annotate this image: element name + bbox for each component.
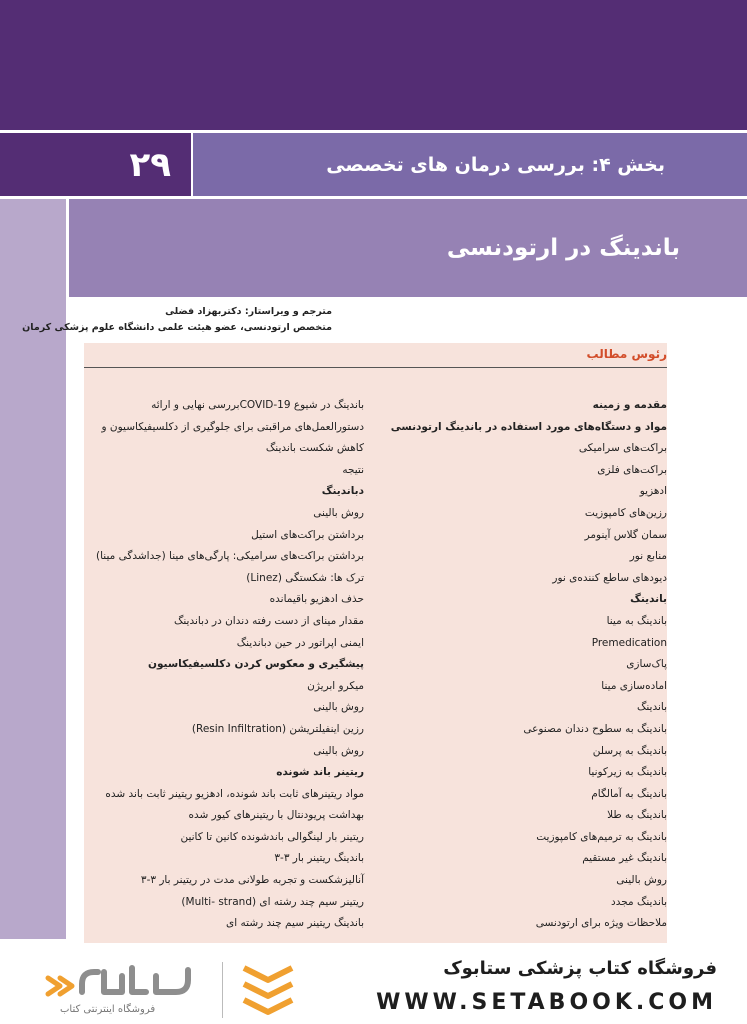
toc-item: باندینگ ریتینر بار ۳-۳ xyxy=(274,852,364,865)
toc-item: سمان گلاس آینومر xyxy=(584,528,667,541)
page-number: ۲۹ xyxy=(129,144,171,185)
toc-item: براکت‌های سرامیکی xyxy=(578,442,667,455)
store-logo-wordmark xyxy=(38,962,213,1008)
toc-item: ایمنی اپراتور در حین دباندینگ xyxy=(236,636,364,649)
toc-item: برداشتن براکت‌های استیل xyxy=(251,528,364,541)
toc-item: باندینگ ریتینر سیم چند رشته ای xyxy=(226,917,364,930)
store-logo-icon xyxy=(238,962,298,1020)
toc-item: رزین‌های کامپوزیت xyxy=(584,506,667,519)
translator-affiliation: متخصص ارتودنسی، عضو هیئت علمی دانشگاه علوم پزشکی کرمان xyxy=(22,322,332,333)
translator-name: مترجم و ویراستار: دکتربهزاد فضلی xyxy=(165,306,332,317)
toc-item: باندینگ مجدد xyxy=(611,895,667,908)
page-number-box xyxy=(0,133,191,196)
toc-item: دیودهای ساطع کننده‌ی نور xyxy=(552,571,667,584)
toc-item: دباندینگ xyxy=(321,485,364,498)
toc-item: مقدار مینای از دست رفته دندان در دباندینگ xyxy=(173,614,364,627)
toc-item: باندینگ به طلا xyxy=(607,809,667,822)
top-banner xyxy=(0,0,747,130)
toc-item: نتیجه xyxy=(342,463,364,476)
logo-divider xyxy=(222,962,223,1018)
toc-item: منابع نور xyxy=(629,550,667,563)
toc-item: باندینگ غیر مستقیم xyxy=(582,852,667,865)
toc-item: ادهزیو xyxy=(639,485,667,498)
store-logo-subtitle: فروشگاه اینترنتی کتاب xyxy=(60,1004,156,1015)
toc-item: Premedication xyxy=(591,636,667,649)
store-url-link[interactable]: WWW.SETABOOK.COM xyxy=(376,990,717,1015)
chapter-title: باندینگ در ارتودنسی xyxy=(446,235,680,261)
toc-item: روش بالینی xyxy=(616,874,667,887)
toc-item: باندینگ به مینا xyxy=(606,614,667,627)
toc-item: باندینگ به ترمیم‌های کامپوزیت xyxy=(536,830,667,843)
toc-item: اماده‌سازی مینا xyxy=(601,679,667,692)
toc-item: مواد و دستگاه‌های مورد استفاده در باندینگ ارتودنسی xyxy=(390,420,667,433)
chapter-bar xyxy=(69,199,747,297)
toc-item: بهداشت پریودنتال با ریتینرهای کیور شده xyxy=(188,809,364,822)
toc-item: پیشگیری و معکوس کردن دکلسیفیکاسیون xyxy=(147,658,364,671)
toc-item: مواد ریتینرهای ثابت باند شونده، ادهزیو ریتینر ثابت باند شده xyxy=(105,787,364,800)
toc-item: ریتینر بار لینگوالی باندشونده کانین تا کانین xyxy=(180,830,364,843)
toc-item: باندینگ در شیوع COVID-19بررسی نهایی و ارائه xyxy=(151,399,364,411)
toc-item: باندینگ به پرسلن xyxy=(592,744,667,757)
toc-item: پاک‌سازی xyxy=(626,658,667,671)
toc-item: کاهش شکست باندینگ xyxy=(265,442,364,455)
toc-item: روش بالینی xyxy=(313,506,364,519)
section-bar xyxy=(193,133,747,196)
toc-item: ریتینر باند شونده xyxy=(276,766,364,779)
toc-item: دستورالعمل‌های مراقبتی برای جلوگیری از دکلسیفیکاسیون و xyxy=(101,420,364,433)
store-name: فروشگاه کتاب پزشکی ستابوک xyxy=(443,958,717,979)
toc-right-column xyxy=(387,395,667,935)
toc-item: رزین اینفیلتریشن (Resin Infiltration) xyxy=(191,722,364,735)
toc-item: باندینگ به زیرکونیا xyxy=(588,766,667,779)
toc-item: ریتینر سیم چند رشته ای (Multi- strand) xyxy=(181,895,364,908)
toc-item: آنالیزشکست و تجربه طولانی مدت در ریتینر بار ۳-۳ xyxy=(140,874,364,887)
toc-item: میکرو ابریژن xyxy=(307,679,364,692)
toc-left-column xyxy=(79,395,364,935)
toc-item: باندینگ xyxy=(630,593,667,606)
toc-item: روش بالینی xyxy=(313,744,364,757)
toc-item: ترک ها: شکستگی (Linez) xyxy=(246,571,364,584)
toc-item: مقدمه و زمینه xyxy=(592,399,667,411)
translator-credits xyxy=(22,304,332,336)
toc-item: روش بالینی xyxy=(313,701,364,714)
toc-heading: رئوس مطالب xyxy=(586,347,667,361)
toc-item: براکت‌های فلزی xyxy=(597,463,667,476)
toc-divider xyxy=(84,367,667,368)
toc-item: برداشتن براکت‌های سرامیکی: پارگی‌های مینا (جداشدگی مینا) xyxy=(96,550,364,563)
toc-item: باندینگ xyxy=(636,701,667,714)
toc-item: باندینگ به آمالگام xyxy=(591,787,667,800)
toc-item: باندینگ به سطوح دندان مصنوعی xyxy=(523,722,667,735)
section-title: بخش ۴: بررسی درمان های تخصصی xyxy=(326,153,665,176)
toc-item: ملاحظات ویژه برای ارتودنسی xyxy=(535,917,667,930)
toc-item: حذف ادهزیو باقیمانده xyxy=(269,593,364,606)
